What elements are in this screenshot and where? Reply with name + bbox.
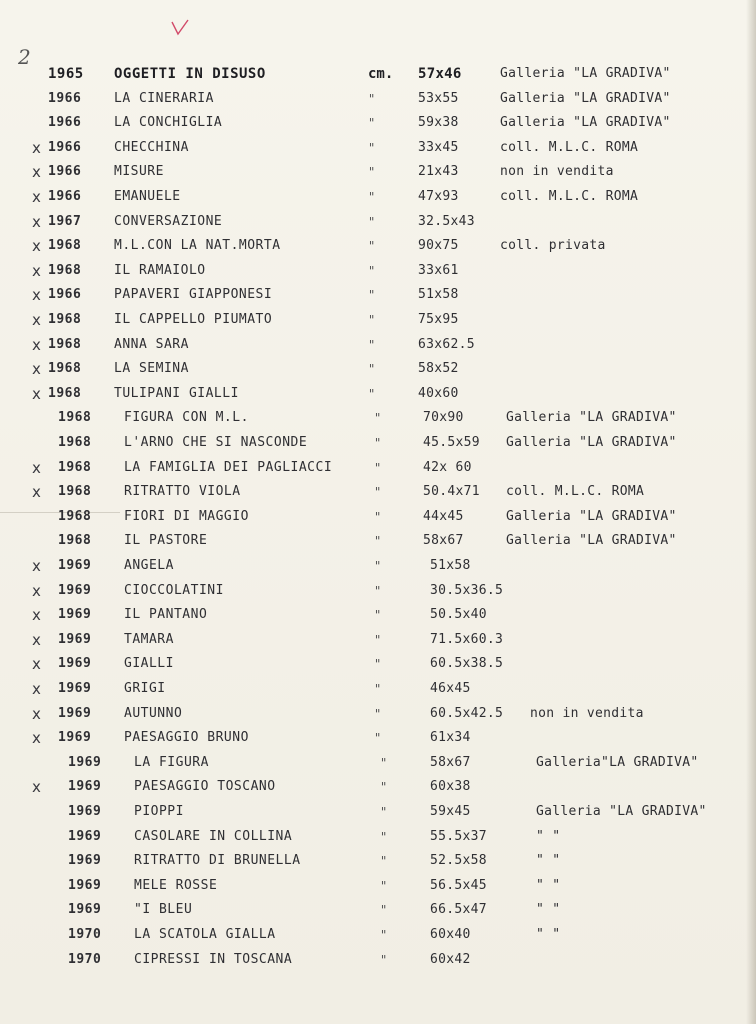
work-dimensions: 33x45 <box>418 139 459 155</box>
work-title: ANNA SARA <box>114 336 189 352</box>
work-owner: Galleria "LA GRADIVA" <box>506 435 677 450</box>
check-mark: x <box>32 311 41 329</box>
work-row <box>0 703 756 725</box>
work-owner: coll. M.L.C. ROMA <box>506 484 645 500</box>
work-dimensions: 66.5x47 <box>430 902 487 918</box>
work-dimensions: 51x58 <box>418 287 459 303</box>
check-mark: x <box>32 335 41 354</box>
work-year: 1969 <box>68 853 102 869</box>
work-year: 1968 <box>58 410 92 426</box>
check-mark: x <box>32 483 41 502</box>
unit-ditto: " <box>368 140 376 155</box>
work-year: 1970 <box>68 927 102 942</box>
work-title: PIOPPI <box>134 804 184 819</box>
work-title: IL PASTORE <box>124 533 208 549</box>
work-title: LA SEMINA <box>114 361 189 377</box>
work-year: 1965 <box>48 66 84 82</box>
work-dimensions: 60.5x42.5 <box>430 705 504 721</box>
work-year: 1968 <box>58 459 92 475</box>
work-row <box>0 309 756 331</box>
work-dimensions: 75x95 <box>418 312 459 327</box>
check-mark: x <box>32 261 41 280</box>
work-year: 1966 <box>48 287 82 303</box>
work-year: 1968 <box>48 262 82 278</box>
work-dimensions: 60.5x38.5 <box>430 656 504 672</box>
work-title: PAESAGGIO TOSCANO <box>134 779 276 795</box>
work-dimensions: 45.5x59 <box>423 435 480 450</box>
work-dimensions: 53x55 <box>418 90 459 106</box>
work-dimensions: 58x67 <box>430 754 471 770</box>
work-row <box>0 358 756 380</box>
work-year: 1969 <box>58 681 92 696</box>
unit-ditto: " <box>380 780 388 795</box>
unit-ditto: " <box>380 878 388 893</box>
work-dimensions: 55.5x37 <box>430 828 487 844</box>
work-row <box>0 284 756 306</box>
work-year: 1969 <box>58 558 92 573</box>
work-title: TAMARA <box>124 631 174 647</box>
work-year: 1966 <box>48 189 82 204</box>
work-owner: Galleria "LA GRADIVA" <box>500 66 671 81</box>
unit-ditto: " <box>380 805 388 819</box>
unit-ditto: " <box>380 829 388 844</box>
work-row <box>0 481 756 503</box>
work-row <box>0 161 756 183</box>
check-mark: x <box>32 360 41 379</box>
unit-ditto: " <box>374 411 382 426</box>
unit-ditto: " <box>368 362 376 377</box>
check-mark: x <box>32 581 41 600</box>
work-title: CONVERSAZIONE <box>114 213 223 229</box>
work-row <box>0 186 756 208</box>
work-title: GIALLI <box>124 656 174 672</box>
work-row <box>0 678 756 700</box>
work-title: PAESAGGIO BRUNO <box>124 730 249 746</box>
work-year: 1966 <box>48 139 82 155</box>
work-row <box>0 137 756 159</box>
unit-ditto: " <box>380 854 388 869</box>
work-dimensions: 40x60 <box>418 385 459 401</box>
work-dimensions: 60x40 <box>430 927 471 942</box>
work-year: 1966 <box>48 115 82 131</box>
work-row <box>0 629 756 651</box>
work-owner: Galleria "LA GRADIVA" <box>500 115 671 131</box>
work-year: 1967 <box>48 213 82 229</box>
check-mark: x <box>32 557 41 575</box>
work-row <box>0 407 756 429</box>
work-year: 1966 <box>48 164 82 180</box>
work-title: FIORI DI MAGGIO <box>124 508 249 524</box>
work-year: 1969 <box>58 631 92 647</box>
work-row <box>0 555 756 577</box>
work-dimensions: 33x61 <box>418 262 459 278</box>
work-year: 1969 <box>68 828 102 844</box>
unit-ditto: " <box>374 559 382 573</box>
check-mark: x <box>32 163 41 182</box>
unit-ditto: " <box>374 583 382 598</box>
unit-ditto: " <box>374 632 382 647</box>
unit-ditto: " <box>368 386 376 401</box>
work-year: 1969 <box>58 730 92 746</box>
unit-ditto: " <box>368 116 376 131</box>
work-dimensions: 70x90 <box>423 410 464 426</box>
work-year: 1968 <box>48 238 82 254</box>
work-dimensions: 71.5x60.3 <box>430 631 504 647</box>
unit-ditto: " <box>374 731 382 746</box>
work-row <box>0 924 756 946</box>
work-row <box>0 949 756 971</box>
work-dimensions: 60x38 <box>430 779 471 795</box>
work-year: 1968 <box>58 533 92 549</box>
work-title: IL PANTANO <box>124 607 208 623</box>
work-row <box>0 875 756 897</box>
unit-ditto: " <box>368 337 376 352</box>
work-dimensions: 50.4x71 <box>423 484 480 500</box>
work-dimensions: 58x67 <box>423 533 464 549</box>
unit-ditto: " <box>380 952 388 967</box>
work-row <box>0 752 756 774</box>
work-row <box>0 260 756 282</box>
work-dimensions: 52.5x58 <box>430 853 487 869</box>
work-dimensions: 51x58 <box>430 558 471 573</box>
work-owner: Galleria "LA GRADIVA" <box>506 508 677 524</box>
work-dimensions: 30.5x36.5 <box>430 582 504 598</box>
work-dimensions: 44x45 <box>423 508 464 524</box>
check-mark: x <box>32 630 41 649</box>
work-title: OGGETTI IN DISUSO <box>114 66 266 82</box>
work-owner: Galleria "LA GRADIVA" <box>536 804 707 819</box>
work-dimensions: 56.5x45 <box>430 877 487 893</box>
unit-ditto: " <box>374 436 382 450</box>
check-mark: x <box>32 704 41 723</box>
work-title: MELE ROSSE <box>134 877 218 893</box>
check-mark: x <box>32 384 41 403</box>
work-dimensions: 42x 60 <box>423 459 472 475</box>
work-row <box>0 506 756 528</box>
work-year: 1968 <box>58 435 92 450</box>
work-title: MISURE <box>114 164 164 180</box>
work-title: LA FAMIGLIA DEI PAGLIACCI <box>124 459 333 475</box>
work-year: 1969 <box>68 754 102 770</box>
work-title: LA SCATOLA GIALLA <box>134 927 276 942</box>
work-owner: " " <box>536 828 561 844</box>
work-title: PAPAVERI GIAPPONESI <box>114 287 273 303</box>
work-year: 1970 <box>68 951 102 967</box>
work-title: TULIPANI GIALLI <box>114 385 239 401</box>
unit-ditto: " <box>368 91 376 106</box>
work-title: RITRATTO VIOLA <box>124 484 241 500</box>
work-title: CIOCCOLATINI <box>124 582 224 598</box>
unit-ditto: " <box>374 460 382 475</box>
work-year: 1966 <box>48 90 82 106</box>
work-row <box>0 88 756 110</box>
work-owner: Galleria "LA GRADIVA" <box>506 410 677 426</box>
work-row <box>0 899 756 921</box>
work-owner: non in vendita <box>530 705 644 721</box>
work-owner: coll. privata <box>500 238 606 254</box>
unit-ditto: " <box>368 313 376 327</box>
unit-ditto: " <box>368 190 376 204</box>
work-title: GRIGI <box>124 681 166 696</box>
check-mark: x <box>32 212 41 231</box>
work-dimensions: 59x45 <box>430 804 471 819</box>
work-title: LA CONCHIGLIA <box>114 115 223 131</box>
work-row <box>0 727 756 749</box>
check-mark: x <box>32 458 41 477</box>
work-row <box>0 211 756 233</box>
work-owner: non in vendita <box>500 164 614 180</box>
work-title: IL CAPPELLO PIUMATO <box>114 312 273 327</box>
check-mark: x <box>32 237 41 256</box>
unit-ditto: " <box>368 214 376 229</box>
work-row <box>0 432 756 454</box>
work-year: 1969 <box>68 779 102 795</box>
work-year: 1969 <box>58 582 92 598</box>
check-mark: x <box>32 778 41 797</box>
work-row <box>0 383 756 405</box>
work-title: CHECCHINA <box>114 139 189 155</box>
work-title: IL RAMAIOLO <box>114 262 206 278</box>
unit-ditto: " <box>368 263 376 278</box>
work-year: 1968 <box>58 484 92 500</box>
work-year: 1968 <box>48 385 82 401</box>
unit-ditto: " <box>374 682 382 696</box>
work-year: 1968 <box>48 336 82 352</box>
work-dimensions: 90x75 <box>418 238 459 254</box>
work-owner: coll. M.L.C. ROMA <box>500 189 639 204</box>
work-row <box>0 826 756 848</box>
work-year: 1969 <box>68 804 102 819</box>
work-row <box>0 63 756 85</box>
work-title: M.L.CON LA NAT.MORTA <box>114 238 281 254</box>
unit-ditto: " <box>368 239 376 254</box>
work-year: 1969 <box>68 902 102 918</box>
work-title: "I BLEU <box>134 902 193 918</box>
page-number: 2 <box>18 45 31 69</box>
work-dimensions: 46x45 <box>430 681 471 696</box>
work-dimensions: 58x52 <box>418 361 459 377</box>
work-title: RITRATTO DI BRUNELLA <box>134 853 301 869</box>
check-mark: x <box>32 729 41 748</box>
work-owner: Galleria "LA GRADIVA" <box>506 533 677 549</box>
unit-ditto: " <box>380 928 388 942</box>
unit-ditto: " <box>380 755 388 770</box>
work-year: 1968 <box>48 312 82 327</box>
work-title: AUTUNNO <box>124 705 183 721</box>
work-dimensions: 59x38 <box>418 115 459 131</box>
work-title: LA CINERARIA <box>114 90 214 106</box>
work-row <box>0 776 756 798</box>
work-row <box>0 334 756 356</box>
work-year: 1969 <box>58 656 92 672</box>
work-row <box>0 604 756 626</box>
work-dimensions: 21x43 <box>418 164 459 180</box>
check-mark: x <box>32 680 41 698</box>
work-dimensions: 63x62.5 <box>418 336 475 352</box>
check-mark: x <box>32 655 41 674</box>
work-title: ANGELA <box>124 558 174 573</box>
check-mark: x <box>32 188 41 206</box>
unit-ditto: cm. <box>368 66 394 82</box>
unit-ditto: " <box>368 165 376 180</box>
work-year: 1969 <box>58 607 92 623</box>
work-title: L'ARNO CHE SI NASCONDE <box>124 435 308 450</box>
work-title: EMANUELE <box>114 189 181 204</box>
unit-ditto: " <box>380 903 388 918</box>
work-row <box>0 801 756 823</box>
work-owner: " " <box>536 927 561 942</box>
work-year: 1969 <box>68 877 102 893</box>
unit-ditto: " <box>374 485 382 500</box>
work-row <box>0 850 756 872</box>
work-row <box>0 530 756 552</box>
work-owner: " " <box>536 877 561 893</box>
unit-ditto: " <box>374 608 382 623</box>
work-dimensions: 47x93 <box>418 189 459 204</box>
work-title: FIGURA CON M.L. <box>124 410 249 426</box>
work-owner: " " <box>536 902 561 918</box>
work-row <box>0 112 756 134</box>
check-mark: x <box>32 606 41 625</box>
unit-ditto: " <box>374 534 382 549</box>
work-dimensions: 50.5x40 <box>430 607 487 623</box>
work-dimensions: 32.5x43 <box>418 213 475 229</box>
unit-ditto: " <box>368 288 376 303</box>
work-owner: coll. M.L.C. ROMA <box>500 139 639 155</box>
work-owner: Galleria"LA GRADIVA" <box>536 754 699 770</box>
work-row <box>0 235 756 257</box>
work-dimensions: 57x46 <box>418 66 462 82</box>
work-title: CIPRESSI IN TOSCANA <box>134 951 293 967</box>
work-dimensions: 61x34 <box>430 730 471 746</box>
unit-ditto: " <box>374 706 382 721</box>
check-mark: x <box>32 286 41 305</box>
work-year: 1968 <box>58 508 92 524</box>
work-owner: Galleria "LA GRADIVA" <box>500 90 671 106</box>
work-dimensions: 60x42 <box>430 951 471 967</box>
work-title: CASOLARE IN COLLINA <box>134 828 293 844</box>
work-row <box>0 653 756 675</box>
work-year: 1969 <box>58 705 92 721</box>
check-mark: x <box>32 138 41 157</box>
work-owner: " " <box>536 853 561 869</box>
work-row <box>0 457 756 479</box>
work-title: LA FIGURA <box>134 754 209 770</box>
work-row <box>0 580 756 602</box>
unit-ditto: " <box>374 657 382 672</box>
work-year: 1968 <box>48 361 82 377</box>
unit-ditto: " <box>374 509 382 524</box>
